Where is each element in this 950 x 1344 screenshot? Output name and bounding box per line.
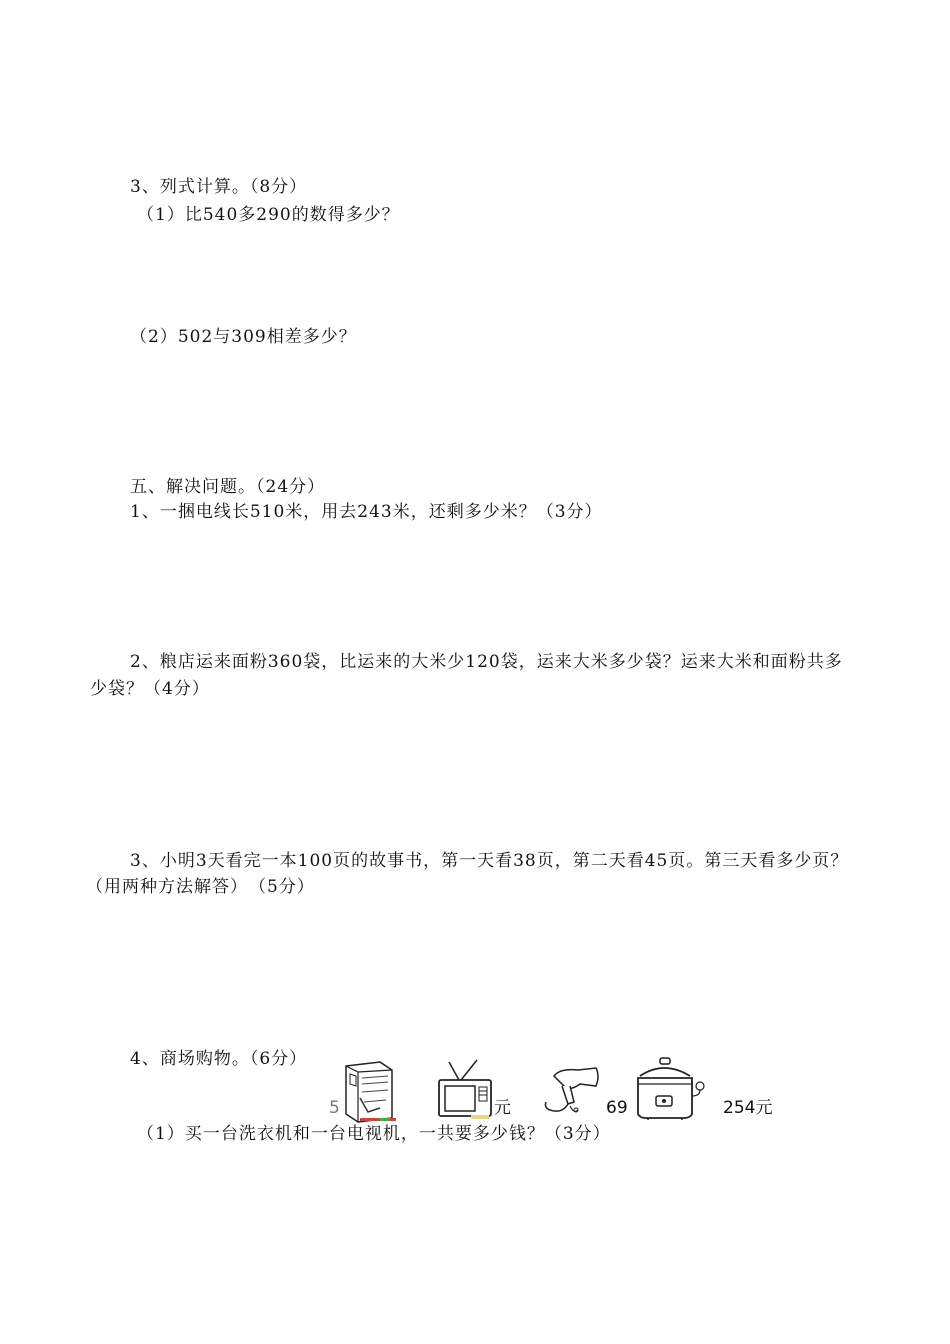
problem-2-line-2: 少袋？（4分）: [90, 679, 210, 699]
problem-4-title: 4、商场购物。（6分）: [130, 1049, 308, 1069]
rice-cooker-price: 254元: [723, 1098, 773, 1118]
question-2: （2）502与309相差多少？: [130, 327, 357, 347]
question-1: （1）比540多290的数得多少？: [137, 205, 400, 225]
washing-machine-price: 5: [329, 1098, 340, 1118]
hair-dryer-icon: [540, 1066, 602, 1120]
problem-3-line-2: （用两种方法解答） （5分）: [86, 877, 315, 897]
problem-4-question-1: （1）买一台洗衣机和一台电视机，一共要多少钱？（3分）: [137, 1124, 611, 1144]
tv-icon: [437, 1058, 497, 1120]
problem-3-line-1: 3、小明3天看完一本100页的故事书，第一天看38页，第二天看45页。第三天看多少页？: [130, 851, 849, 871]
section5-title: 五、解决问题。（24分）: [130, 477, 326, 497]
hair-dryer-price: 69: [606, 1098, 628, 1118]
tv-price: 元: [494, 1098, 511, 1118]
section3-title: 3、列式计算。（8分）: [130, 177, 308, 197]
rice-cooker-icon: [634, 1056, 708, 1122]
problem-2-line-1: 2、粮店运来面粉360袋，比运来的大米少120袋，运来大米多少袋？运来大米和面粉共多: [130, 652, 843, 672]
washing-machine-icon: [340, 1058, 400, 1126]
problem-1: 1、一捆电线长510米，用去243米，还剩多少米？（3分）: [130, 502, 603, 522]
